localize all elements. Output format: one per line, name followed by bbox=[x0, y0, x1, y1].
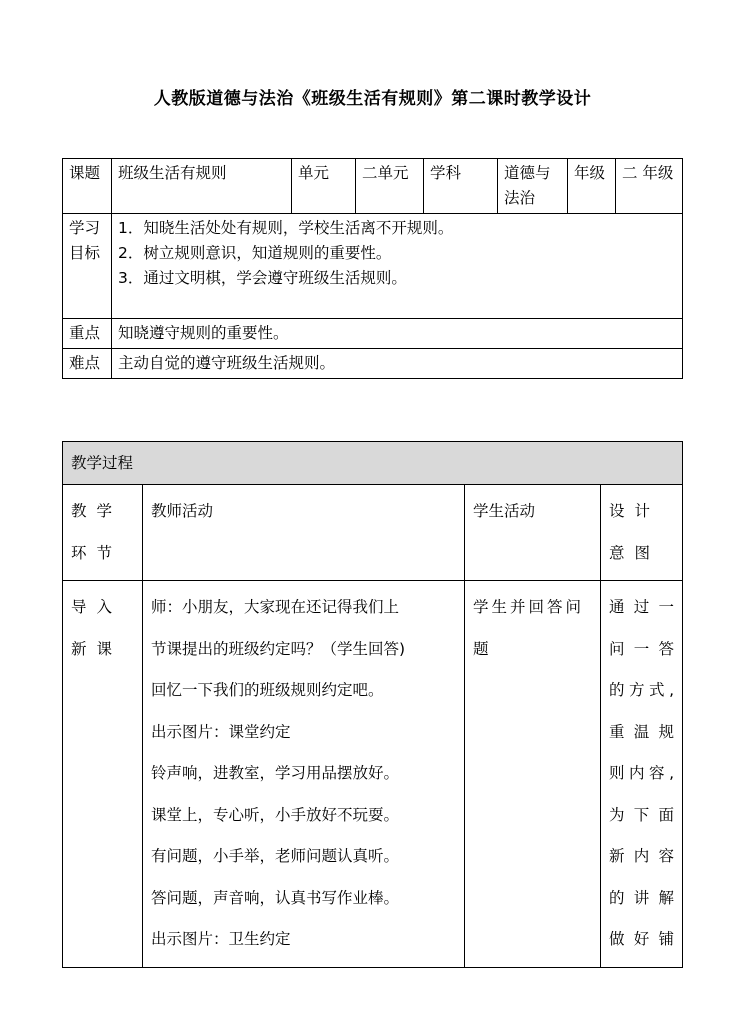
course-value: 班级生活有规则 bbox=[112, 159, 292, 214]
grade-label: 年级 bbox=[568, 159, 616, 214]
teacher-line: 出示图片：卫生约定 bbox=[151, 930, 291, 948]
process-header-row bbox=[63, 442, 683, 485]
design-cell bbox=[601, 581, 683, 968]
grade-value: 二 年级 bbox=[616, 159, 683, 214]
teacher-line: 铃声响，进教室，学习用品摆放好。 bbox=[151, 764, 400, 782]
stage-cell: 导入新课 bbox=[63, 581, 143, 968]
teacher-line: 节课提出的班级约定吗？（学生回答) bbox=[151, 639, 406, 658]
design-line: 重温规 bbox=[609, 722, 675, 741]
info-row-difficulty bbox=[63, 349, 683, 379]
info-table bbox=[62, 158, 683, 379]
objective-item: 1．知晓生活处处有规则，学校生活离不开规则。 bbox=[118, 219, 454, 237]
col-stage: 教学环节 bbox=[63, 485, 143, 581]
process-table bbox=[62, 441, 683, 968]
design-line: 为下面 bbox=[609, 805, 675, 824]
objectives-list bbox=[112, 214, 683, 319]
process-row-intro bbox=[63, 581, 683, 968]
info-row-objectives bbox=[63, 214, 683, 319]
info-row-key bbox=[63, 319, 683, 349]
teacher-line: 课堂上，专心听，小手放好不玩耍。 bbox=[151, 805, 400, 824]
objective-item: 2．树立规则意识，知道规则的重要性。 bbox=[118, 244, 392, 262]
course-label: 课题 bbox=[63, 159, 112, 214]
teacher-line: 回忆一下我们的班级规则约定吧。 bbox=[151, 681, 384, 699]
unit-label: 单元 bbox=[292, 159, 356, 214]
design-line: 新内容 bbox=[609, 847, 675, 865]
key-point: 知晓遵守规则的重要性。 bbox=[112, 319, 683, 349]
page-title: 人教版道德与法治《班级生活有规则》第二课时教学设计 bbox=[153, 89, 592, 109]
teacher-line: 有问题，小手举，老师问题认真听。 bbox=[151, 847, 400, 865]
teacher-line: 出示图片：课堂约定 bbox=[151, 722, 291, 741]
design-line: 的讲解 bbox=[609, 888, 675, 907]
col-teacher: 教师活动 bbox=[143, 485, 465, 581]
process-columns-row bbox=[63, 485, 683, 581]
info-row-course bbox=[63, 159, 683, 214]
subject-label: 学科 bbox=[424, 159, 498, 214]
design-line: 做好铺 bbox=[609, 930, 675, 948]
objectives-label: 学习目标 bbox=[63, 214, 112, 319]
design-line: 通过一 bbox=[609, 598, 675, 616]
difficulty-value: 主动自觉的遵守班级生活规则。 bbox=[112, 349, 683, 379]
process-header: 教学过程 bbox=[63, 442, 683, 485]
student-cell: 学生并回答问题 bbox=[465, 581, 601, 968]
teacher-cell bbox=[143, 581, 465, 968]
key-label: 重点 bbox=[63, 319, 112, 349]
design-line: 则内容, bbox=[609, 764, 675, 782]
col-design: 设计意图 bbox=[601, 485, 683, 581]
difficulty-label: 难点 bbox=[63, 349, 112, 379]
design-line: 的方式, bbox=[609, 681, 675, 699]
unit-value: 二单元 bbox=[356, 159, 424, 214]
design-line: 问一答 bbox=[609, 639, 675, 658]
objective-item: 3．通过文明棋，学会遵守班级生活规则。 bbox=[118, 269, 407, 287]
teacher-line: 答问题，声音响，认真书写作业棒。 bbox=[151, 888, 400, 907]
subject-value: 道德与法治 bbox=[498, 159, 568, 214]
col-student: 学生活动 bbox=[465, 485, 601, 581]
teacher-line: 师：小朋友，大家现在还记得我们上 bbox=[151, 598, 400, 616]
